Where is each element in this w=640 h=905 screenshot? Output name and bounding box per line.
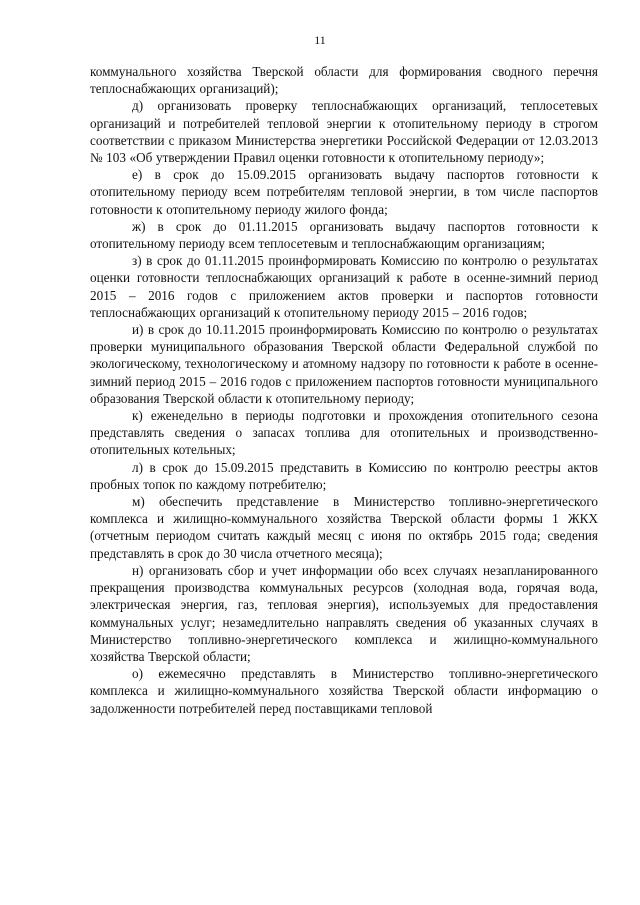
- paragraph-item-m: м) обеспечить представление в Министерство топливно-энергетического комплекса и жилищно-коммунального хозяйства Тверской области формы 1 ЖКХ (отчетным периодом считать каждый месяц с июня по октябрь 2015 года; сведения представлять в срок до 30 числа отчетного месяца);: [90, 494, 598, 561]
- paragraph-item-i: и) в срок до 10.11.2015 проинформировать Комиссию по контролю о результатах проверки муниципального образования Тверской области Федеральной службой по экологическому, технологическому и атомному надзору по готовности к работе в осенне-зимний период 2015 – 2016 годов с приложением паспортов готовности муниципального образования Тверской области к отопительному периоду;: [90, 322, 598, 406]
- page-number: 11: [314, 33, 326, 47]
- paragraph-item-n: н) организовать сбор и учет информации обо всех случаях незапланированного прекращения производства коммунальных ресурсов (холодная вода, горячая вода, электрическая энергия, газ, тепловая энергия), используемых для предоставления коммунальных услуг; незамедлительно направлять сведения об указанных случаях в Министерство топливно-энергетического комплекса и жилищно-коммунального хозяйства Тверской области;: [90, 562, 598, 664]
- paragraph-item-d: д) организовать проверку теплоснабжающих организаций, теплосетевых организаций и потребителей тепловой энергии к отопительному периоду в строгом соответствии с приказом Министерства энергетики Российской Федерации от 12.03.2013 № 103 «Об утверждении Правил оценки готовности к отопительному периоду»;: [90, 98, 598, 166]
- paragraph-continuation: коммунального хозяйства Тверской области для формирования сводного перечня теплоснабжающих организаций);: [90, 64, 598, 97]
- paragraph-item-z: з) в срок до 01.11.2015 проинформировать Комиссию по контролю о результатах оценки готовности теплоснабжающих организаций к работе в осенне-зимний период 2015 – 2016 годов с приложением актов проверки и паспортов готовности теплоснабжающих организаций к отопительному периоду 2015 – 2016 годов;: [90, 253, 598, 320]
- paragraph-item-zh: ж) в срок до 01.11.2015 организовать выдачу паспортов готовности к отопительному периоду всем теплосетевым и теплоснабжающим организациям;: [90, 218, 598, 252]
- paragraph-item-o: о) ежемесячно представлять в Министерство топливно-энергетического комплекса и жилищно-коммунального хозяйства Тверской области информацию о задолженности потребителей перед поставщиками тепловой: [90, 666, 598, 716]
- paragraph-item-k: к) еженедельно в периоды подготовки и прохождения отопительного сезона представлять сведения о запасах топлива для отопительных и производственно-отопительных котельных;: [90, 408, 598, 458]
- paragraph-item-l: л) в срок до 15.09.2015 представить в Комиссию по контролю реестры актов пробных топок по каждому потребителю;: [90, 459, 598, 492]
- document-body: [90, 63, 598, 717]
- paragraph-item-e: е) в срок до 15.09.2015 организовать выдачу паспортов готовности к отопительному периоду всем потребителям тепловой энергии, в том числе паспортов готовности к отопительному периоду жилого фонда;: [90, 167, 598, 217]
